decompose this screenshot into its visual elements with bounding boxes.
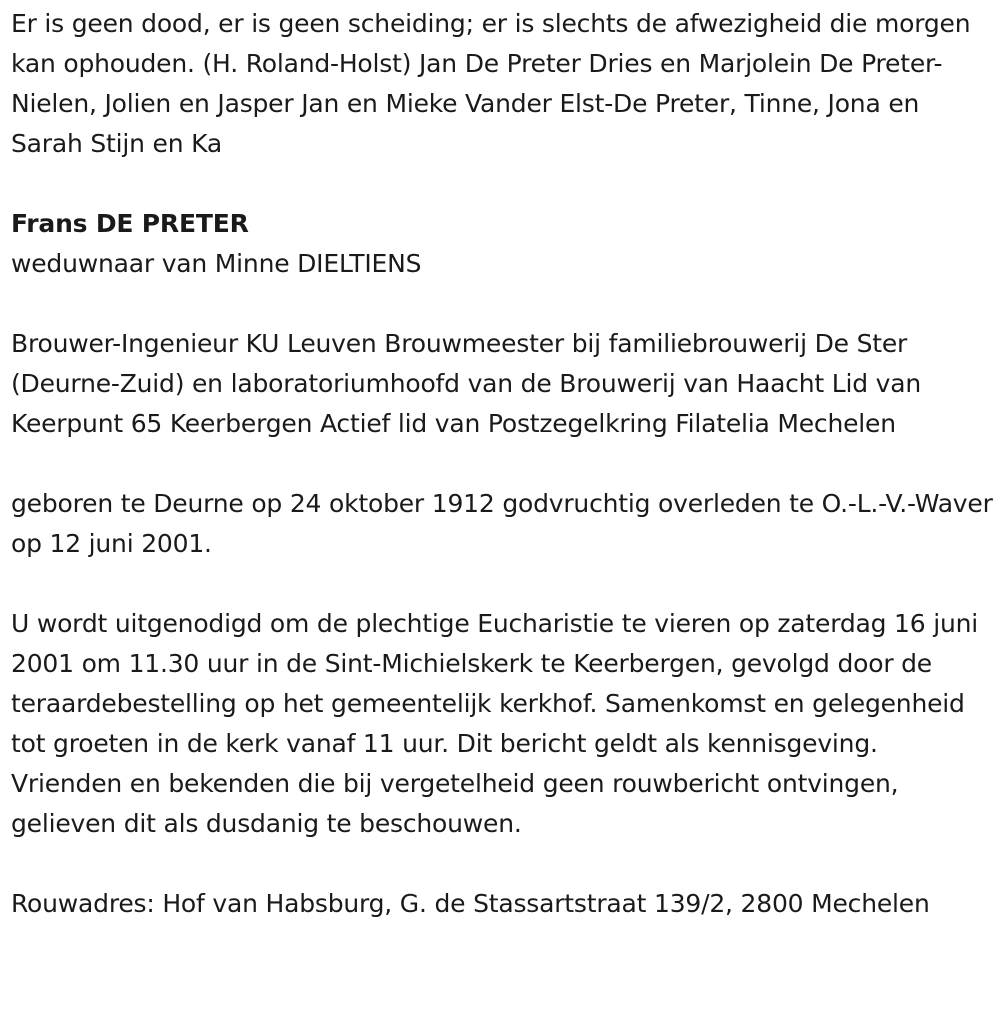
biography-paragraph: Brouwer-Ingenieur KU Leuven Brouwmeester bij familiebrouwerij De Ster (Deurne-Zuid) en laboratoriumhoofd van de Brouwerij van Haacht Lid van Keerpunt 65 Keerbergen Actief lid van Postzegelkring Filatelia Mechelen — [11, 329, 921, 438]
opening-quote-and-family: Er is geen dood, er is geen scheiding; er is slechts de afwezigheid die morgen kan ophouden. (H. Roland-Holst) Jan De Preter Dries en Marjolein De Preter-Nielen, Jolien en Jasper Jan en Mieke Vander Elst-De Preter, Tinne, Jona en Sarah Stijn en Ka — [11, 9, 971, 158]
deceased-name: Frans DE PRETER — [11, 209, 249, 238]
birth-death-paragraph: geboren te Deurne op 24 oktober 1912 godvruchtig overleden te O.-L.-V.-Waver op 12 juni 2001. — [11, 489, 993, 558]
obituary-notice — [11, 4, 996, 924]
spouse-line: weduwnaar van Minne DIELTIENS — [11, 249, 422, 278]
ceremony-paragraph: U wordt uitgenodigd om de plechtige Eucharistie te vieren op zaterdag 16 juni 2001 om 11.30 uur in de Sint-Michielskerk te Keerbergen, gevolgd door de teraardebestelling op het gemeentelijk kerkhof. Samenkomst en gelegenheid tot groeten in de kerk vanaf 11 uur. Dit bericht geldt als kennisgeving. Vrienden en bekenden die bij vergetelheid geen rouwbericht ontvingen, gelieven dit als dusdanig te beschouwen. — [11, 609, 978, 838]
mourning-address: Rouwadres: Hof van Habsburg, G. de Stassartstraat 139/2, 2800 Mechelen — [11, 889, 930, 918]
